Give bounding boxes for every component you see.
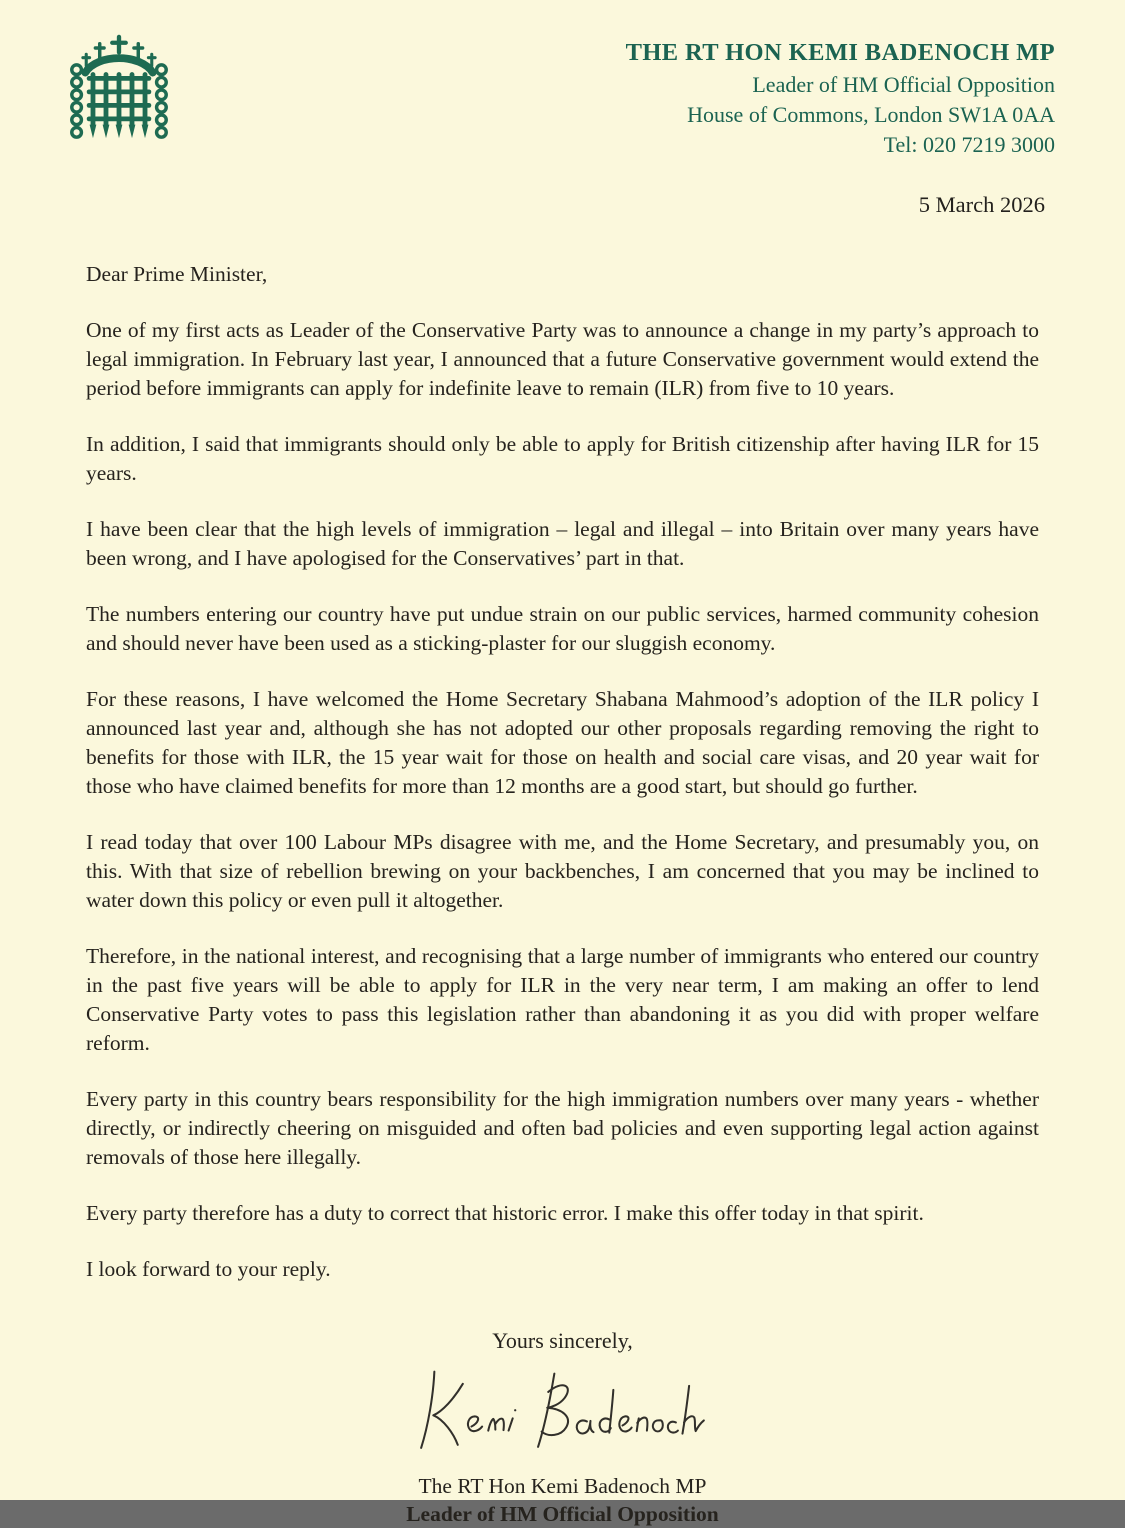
letter-date: 5 March 2026 [918,192,1045,217]
handwritten-signature [413,1356,713,1464]
closing-block [0,1328,1125,1528]
letter-body [0,260,1125,1284]
letterhead-title: Leader of HM Official Opposition [752,72,1055,97]
letterhead-contact-block [626,34,1055,160]
letter-paragraph: I read today that over 100 Labour MPs disagree with me, and the Home Secretary, and presumably you, on this. With that size of rebellion brewing on your backbenches, I am concerned that you may be inclined to water down this policy or even pull it altogether. [86,830,1039,912]
portcullis-crown-icon [66,34,172,144]
signer-name: The RT Hon Kemi Badenoch MP [418,1474,707,1498]
letter-paragraph: Every party in this country bears responsibility for the high immigration numbers over many years - whether directly, or indirectly cheering on misguided and often bad policies and even supporting legal action against removals of those here illegally. [86,1087,1039,1169]
signer-title: Leader of HM Official Opposition [406,1502,719,1526]
letter-paragraph: In addition, I said that immigrants should only be able to apply for British citizenship after having ILR for 15 years. [86,432,1039,485]
letterhead [0,0,1125,160]
letter-paragraph: One of my first acts as Leader of the Conservative Party was to announce a change in my party’s approach to legal immigration. In February last year, I announced that a future Conservative government would extend the period before immigrants can apply for indefinite leave to remain (ILR) from five to 10 years. [86,318,1039,400]
valediction: Yours sincerely, [492,1328,633,1353]
letter-paragraph: I have been clear that the high levels of immigration – legal and illegal – into Britain over many years have been wrong, and I have apologised for the Conservatives’ part in that. [86,517,1039,570]
letter-paragraph: Therefore, in the national interest, and recognising that a large number of immigrants who entered our country in the past five years will be able to apply for ILR in the very near term, I am making an offer to lend Conservative Party votes to pass this legislation rather than abandoning it as you did with proper welfare reform. [86,944,1039,1055]
salutation: Dear Prime Minister, [86,262,268,286]
letter-paragraph: The numbers entering our country have put undue strain on our public services, harmed community cohesion and should never have been used as a sticking-plaster for our sluggish economy. [86,602,1039,655]
letterhead-phone: Tel: 020 7219 3000 [883,132,1055,157]
letter-paragraph: Every party therefore has a duty to correct that historic error. I make this offer today in that spirit. [86,1201,924,1225]
letter-paragraph: For these reasons, I have welcomed the Home Secretary Shabana Mahmood’s adoption of the ILR policy I announced last year and, although she has not adopted our other proposals regarding removing the right to benefits for those with ILR, the 15 year wait for those on health and social care visas, and 20 year wait for those who have claimed benefits for more than 12 months are a good start, but should go further. [86,687,1039,798]
letterhead-name: THE RT HON KEMI BADENOCH MP [625,39,1055,66]
letter-paragraph: I look forward to your reply. [86,1257,331,1281]
letterhead-address: House of Commons, London SW1A 0AA [687,102,1055,127]
